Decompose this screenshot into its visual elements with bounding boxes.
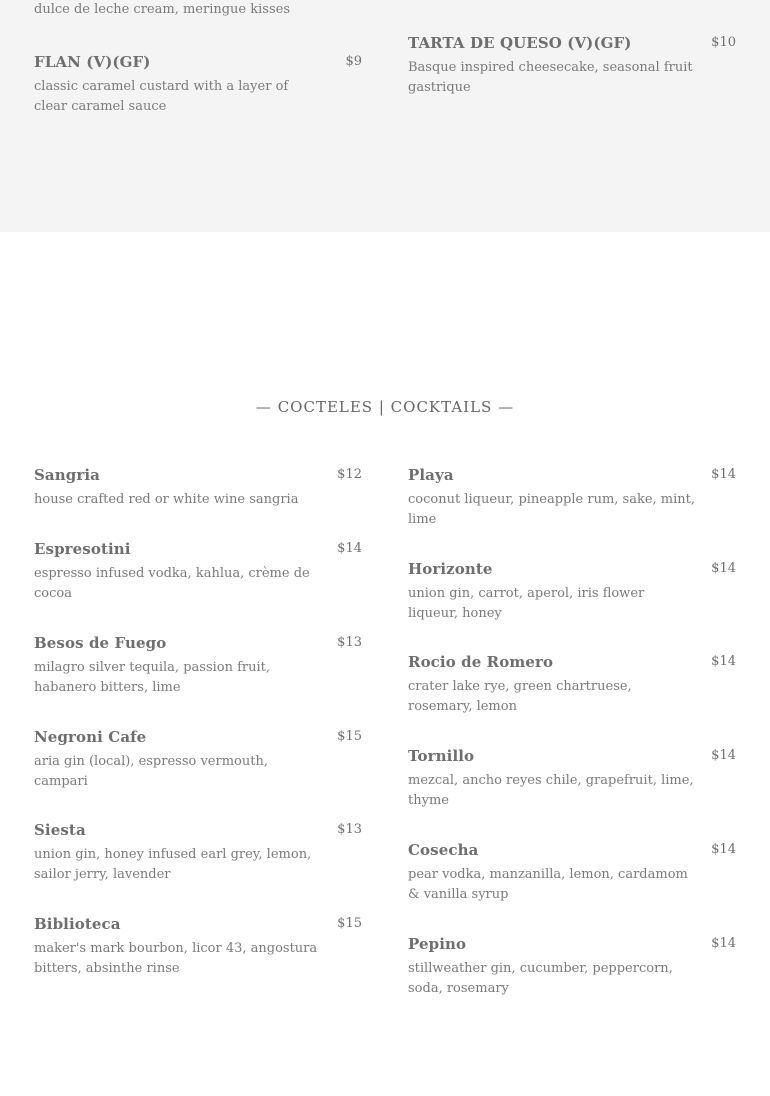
item-description: milagro silver tequila, passion fruit, habanero bitters, lime [34,660,271,695]
item-description: union gin, honey infused earl grey, lemon, sailor jerry, lavender [34,847,312,882]
item-name: Playa [408,466,454,484]
item-name: Tornillo [408,747,475,765]
item-description: classic caramel custard with a layer of clear caramel sauce [34,79,289,114]
cocktails-section-title: — COCTELES | COCKTAILS — [255,398,515,416]
item-price: $14 [711,936,736,951]
item-name: Espresotini [34,540,131,558]
item-name: TARTA DE QUESO (V)(GF) [408,34,632,52]
item-price: $14 [711,561,736,576]
menu-item-pepino [408,935,736,1005]
item-description: coconut liqueur, pineapple rum, sake, mint, lime [408,492,696,527]
item-price: $13 [337,822,362,837]
item-description: Basque inspired cheesecake, seasonal fruit gastrique [408,60,693,95]
item-name: Negroni Cafe [34,728,147,746]
menu-item-biblioteca [34,915,362,985]
menu-item-cosecha [408,841,736,911]
menu-item-besos-de-fuego [34,634,362,704]
item-description: stillweather gin, cucumber, peppercorn, soda, rosemary [408,961,673,996]
item-description: crater lake rye, green chartruese, rosemary, lemon [408,679,632,714]
item-description: union gin, carrot, aperol, iris flower liqueur, honey [408,586,645,621]
item-price: $12 [337,467,362,482]
item-description: house crafted red or white wine sangria [34,492,299,507]
item-name: Cosecha [408,841,479,859]
menu-item-horizonte [408,560,736,630]
menu-item-flan [34,53,362,123]
item-price: $14 [711,748,736,763]
dessert-cut-off-description: dulce de leche cream, meringue kisses [34,2,290,17]
item-name: Pepino [408,935,467,953]
item-price: $13 [337,635,362,650]
menu-item-sangria [34,466,362,516]
item-price: $9 [345,54,362,69]
item-price: $15 [337,729,362,744]
item-description: maker's mark bourbon, licor 43, angostura bitters, absinthe rinse [34,941,318,976]
item-price: $14 [711,654,736,669]
item-name: FLAN (V)(GF) [34,53,151,71]
menu-item-tornillo [408,747,736,817]
item-name: Rocio de Romero [408,653,554,671]
item-price: $14 [337,541,362,556]
menu-item-siesta [34,821,362,891]
menu-item-negroni-cafe [34,728,362,798]
item-price: $14 [711,842,736,857]
item-name: Siesta [34,821,86,839]
item-name: Besos de Fuego [34,634,167,652]
item-name: Horizonte [408,560,493,578]
item-description: mezcal, ancho reyes chile, grapefruit, lime, thyme [408,773,694,808]
menu-item-playa [408,466,736,536]
item-price: $14 [711,467,736,482]
item-name: Sangria [34,466,100,484]
menu-item-tarta-de-queso [408,34,736,104]
item-price: $10 [711,35,736,50]
item-description: espresso infused vodka, kahlua, crème de cocoa [34,566,310,601]
item-price: $15 [337,916,362,931]
item-description: pear vodka, manzanilla, lemon, cardamom & vanilla syrup [408,867,688,902]
item-name: Biblioteca [34,915,121,933]
menu-item-espresotini [34,540,362,610]
menu-item-rocio-de-romero [408,653,736,723]
desserts-section [0,0,770,232]
item-description: aria gin (local), espresso vermouth, campari [34,754,268,789]
